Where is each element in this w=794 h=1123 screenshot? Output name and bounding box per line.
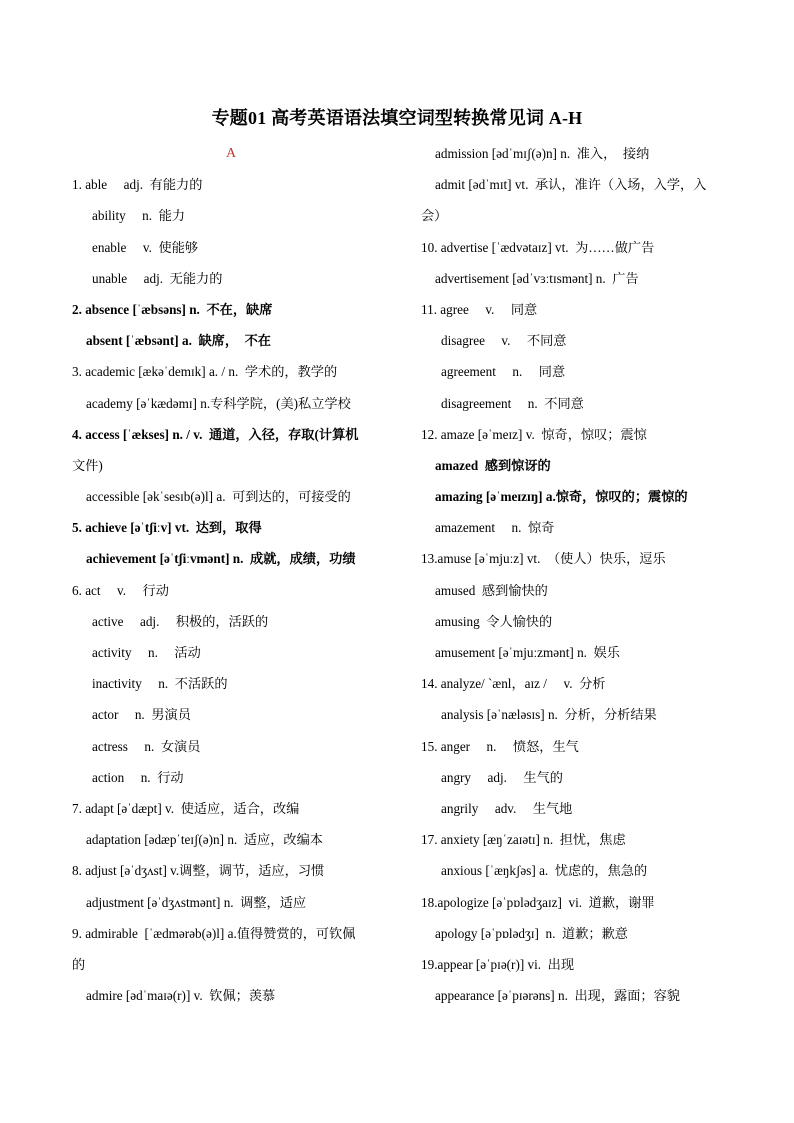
vocab-line: angrily adv. 生气地 — [441, 800, 573, 816]
vocab-line: absent [ˈæbsənt] a. 缺席， 不在 — [86, 333, 271, 349]
vocab-line: actor n. 男演员 — [92, 707, 191, 723]
vocab-line: disagreement n. 不同意 — [441, 395, 584, 411]
vocab-line: amazement n. 惊奇 — [435, 520, 555, 536]
vocab-line: admission [ədˈmɪʃ(ə)n] n. 准入， 接纳 — [435, 146, 650, 161]
vocab-line: 会） — [421, 208, 448, 224]
vocab-line: achievement [əˈtʃiːvmənt] n. 成就，成绩，功绩 — [86, 551, 356, 567]
vocab-line: 13.amuse [əˈmjuːz] vt. （使人）快乐，逗乐 — [421, 551, 666, 567]
vocab-line: ability n. 能力 — [92, 208, 186, 224]
vocab-line: advertisement [ədˈvɜːtɪsmənt] n. 广告 — [435, 270, 639, 286]
vocab-line: apology [əˈpɒlədʒɪ] n. 道歉；歉意 — [435, 925, 628, 941]
vocab-line: agreement n. 同意 — [441, 364, 566, 380]
vocab-line: appearance [əˈpɪərəns] n. 出现，露面；容貌 — [435, 988, 680, 1004]
vocab-line: 6. act v. 行动 — [72, 582, 169, 598]
vocab-line: 2. absence [ˈæbsəns] n. 不在，缺席 — [72, 301, 273, 317]
vocab-line: 4. access [ˈækses] n. / v. 通道，入径，存取(计算机 — [72, 426, 359, 442]
vocab-line: 8. adjust [əˈdʒʌst] v.调整，调节，适应，习惯 — [72, 863, 325, 879]
vocab-line: 7. adapt [əˈdæpt] v. 使适应，适合，改编 — [72, 800, 300, 816]
vocab-line: 3. academic [ækəˈdemɪk] a. / n. 学术的，教学的 — [72, 364, 338, 380]
vocab-line: 11. agree v. 同意 — [421, 301, 538, 317]
vocab-line: activity n. 活动 — [92, 645, 201, 660]
vocab-line: active adj. 积极的，活跃的 — [92, 613, 269, 629]
vocab-line: 9. admirable [ˈædmərəb(ə)l] a.值得赞赏的，可钦佩 — [72, 925, 356, 941]
vocab-line: unable adj. 无能力的 — [92, 270, 223, 286]
vocab-line: accessible [əkˈsesɪb(ə)l] a. 可到达的，可接受的 — [86, 489, 351, 505]
vocab-line: amusing 令人愉快的 — [435, 613, 553, 629]
left-column — [72, 138, 390, 1011]
vocab-line: adaptation [ədæpˈteɪʃ(ə)n] n. 适应，改编本 — [86, 832, 323, 848]
vocab-line: anxious [ˈæŋkʃəs] a. 忧虑的，焦急的 — [441, 863, 648, 879]
vocab-line: 19.appear [əˈpɪə(r)] vi. 出现 — [421, 956, 575, 972]
page-title: 专题01 高考英语语法填空词型转换常见词 A-H — [211, 108, 583, 128]
vocab-line: amused 感到愉快的 — [435, 582, 548, 598]
vocab-line: 18.apologize [əˈpɒlədʒaɪz] vi. 道歉，谢罪 — [421, 894, 655, 910]
right-column — [421, 138, 736, 1011]
vocab-line: actress n. 女演员 — [92, 738, 201, 754]
vocab-line: angry adj. 生气的 — [441, 769, 563, 785]
vocab-line: 的 — [72, 956, 86, 972]
vocab-line: admire [ədˈmaɪə(r)] v. 钦佩；羡慕 — [86, 988, 276, 1004]
vocab-line: action n. 行动 — [92, 769, 184, 785]
section-heading: A — [225, 146, 237, 161]
vocab-line: 1. able adj. 有能力的 — [72, 177, 203, 193]
vocab-line: disagree v. 不同意 — [441, 333, 567, 349]
vocab-line: 14. analyze/ `ænl，aɪz / v. 分析 — [421, 676, 606, 692]
vocab-line: inactivity n. 不活跃的 — [92, 676, 228, 692]
vocab-line: academy [əˈkædəmɪ] n.专科学院，(美)私立学校 — [86, 395, 351, 411]
vocab-line: 10. advertise [ˈædvətaɪz] vt. 为……做广告 — [421, 239, 655, 255]
vocab-line: amazing [əˈmeɪzɪŋ] a.惊奇，惊叹的；震惊的 — [435, 489, 688, 505]
vocab-line: 17. anxiety [æŋˈzaɪətɪ] n. 担忧，焦虑 — [421, 832, 626, 848]
vocab-line: analysis [əˈnæləsɪs] n. 分析，分析结果 — [441, 707, 657, 723]
vocab-line: 文件) — [72, 457, 103, 473]
vocab-line: amazed 感到惊讶的 — [435, 457, 551, 473]
vocab-line: amusement [əˈmjuːzmənt] n. 娱乐 — [435, 645, 620, 660]
vocab-line: 15. anger n. 愤怒，生气 — [421, 738, 579, 754]
vocab-line: 12. amaze [əˈmeɪz] v. 惊奇，惊叹；震惊 — [421, 426, 647, 442]
vocab-line: 5. achieve [əˈtʃiːv] vt. 达到，取得 — [72, 520, 262, 536]
vocab-line: adjustment [əˈdʒʌstmənt] n. 调整，适应 — [86, 894, 307, 910]
vocab-line: admit [ədˈmɪt] vt. 承认，准许（入场，入学，入 — [435, 177, 707, 193]
vocab-line: enable v. 使能够 — [92, 239, 199, 255]
